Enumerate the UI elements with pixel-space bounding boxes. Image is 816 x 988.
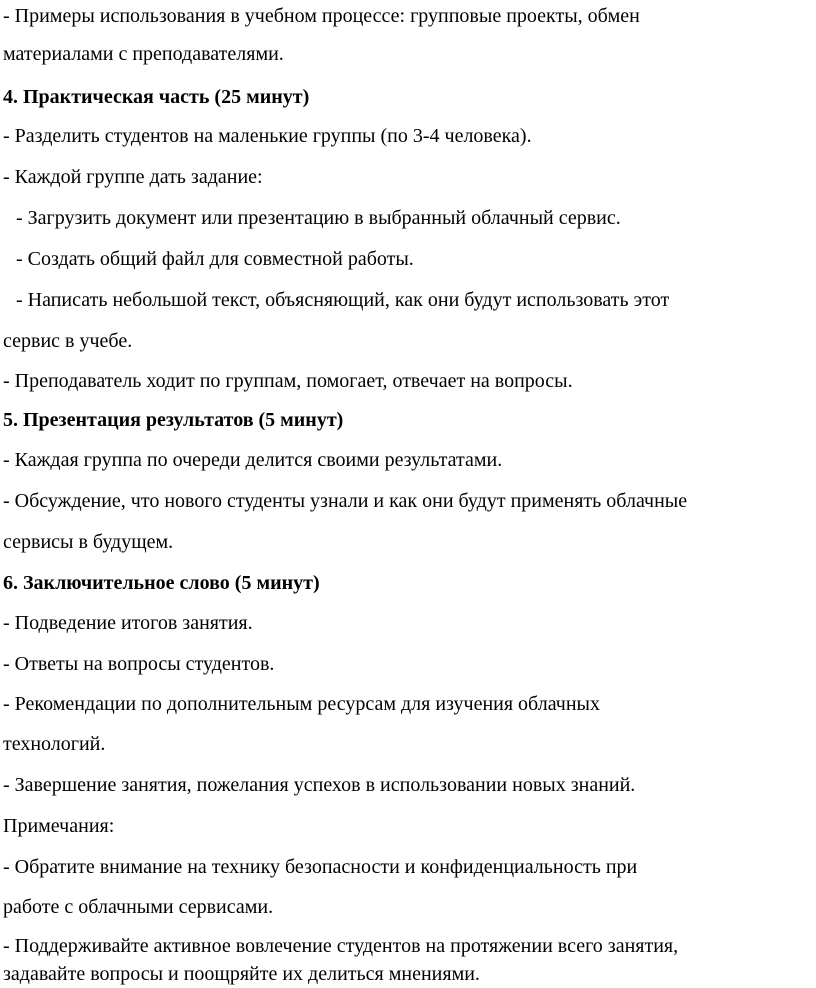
body-line: сервисы в будущем. [3, 531, 174, 553]
body-line [3, 288, 669, 312]
section-heading: 5. Презентация результатов (5 минут) [3, 409, 344, 431]
body-line: - Обсуждение, что нового студенты узнали и как они будут применять облачные [3, 490, 688, 512]
body-line: технологий. [3, 733, 106, 755]
body-line-text: - Создать общий файл для совместной работы. [11, 248, 414, 270]
body-line: сервис в учебе. [3, 330, 133, 352]
body-line: - Примеры использования в учебном процессе: групповые проекты, обмен [3, 5, 640, 27]
section-heading: 4. Практическая часть (25 минут) [3, 86, 310, 108]
section-heading: 6. Заключительное слово (5 минут) [3, 572, 320, 594]
body-line: - Подведение итогов занятия. [3, 612, 253, 634]
body-line: - Поддерживайте активное вовлечение студентов на протяжении всего занятия, [3, 935, 679, 957]
body-line: материалами с преподавателями. [3, 43, 284, 65]
body-line: - Каждой группе дать задание: [3, 166, 263, 188]
body-line: - Преподаватель ходит по группам, помогает, отвечает на вопросы. [3, 370, 573, 392]
body-line: работе с облачными сервисами. [3, 896, 274, 918]
body-line-text: - Написать небольшой текст, объясняющий, как они будут использовать этот [11, 289, 670, 311]
body-line-text: - Загрузить документ или презентацию в выбранный облачный сервис. [11, 207, 621, 229]
body-line: задавайте вопросы и поощряйте их делиться мнениями. [3, 963, 480, 985]
body-line: - Разделить студентов на маленькие группы (по 3-4 человека). [3, 125, 532, 147]
body-line: - Обратите внимание на технику безопасности и конфиденциальность при [3, 856, 638, 878]
body-line [3, 206, 621, 230]
body-line: - Рекомендации по дополнительным ресурсам для изучения облачных [3, 693, 600, 715]
body-line: - Ответы на вопросы студентов. [3, 653, 275, 675]
body-line: - Каждая группа по очереди делится своими результатами. [3, 449, 503, 471]
body-line: - Завершение занятия, пожелания успехов в использовании новых знаний. [3, 774, 636, 796]
body-line [3, 247, 414, 271]
notes-label: Примечания: [3, 815, 115, 837]
